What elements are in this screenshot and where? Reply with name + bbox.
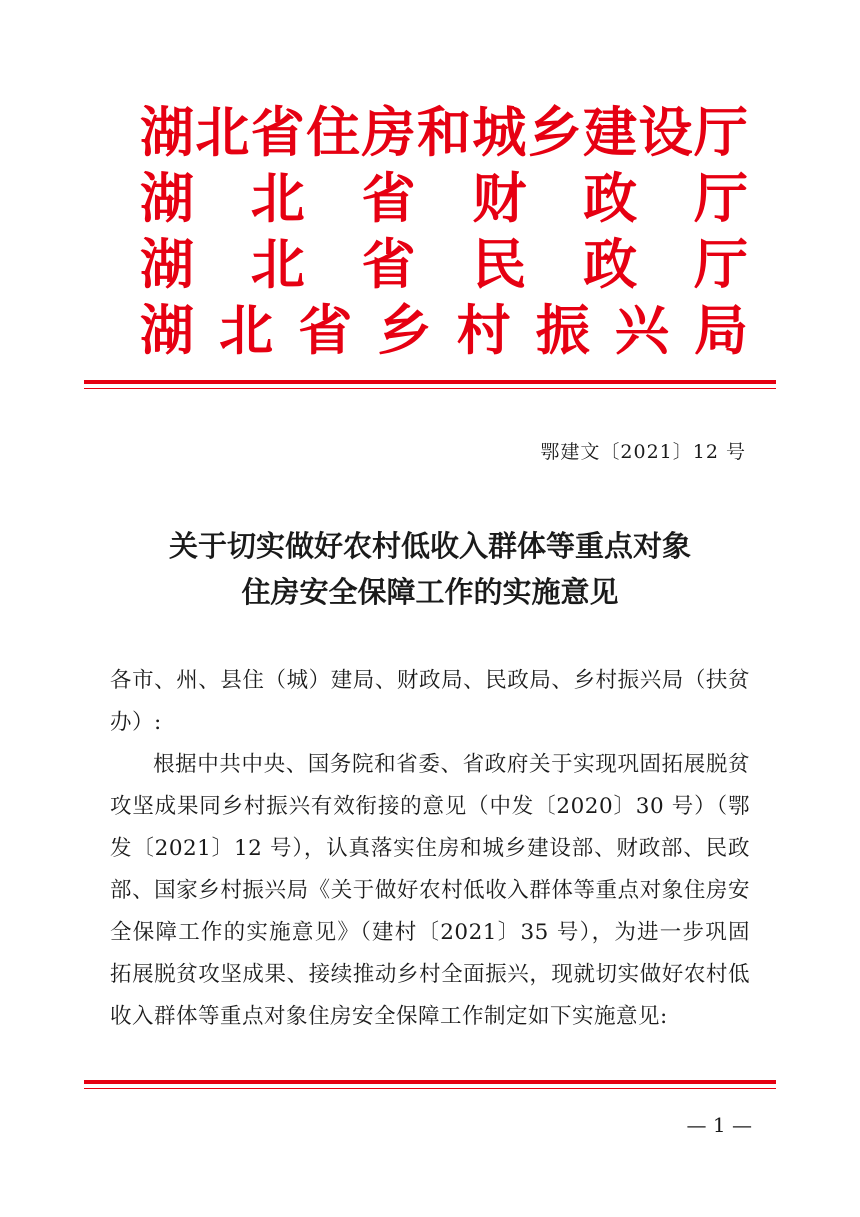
issuer-char: 湖 xyxy=(140,167,194,230)
issuer-char: 住 xyxy=(306,101,361,164)
issuer-char: 乡 xyxy=(527,101,582,164)
issuer-char: 省 xyxy=(298,299,353,362)
page-number: — 1 — xyxy=(686,1113,752,1137)
issuer-char: 建 xyxy=(583,101,638,164)
issuer-char: 厅 xyxy=(693,101,748,164)
issuer-char: 北 xyxy=(219,299,274,362)
issuer-char: 和 xyxy=(416,101,471,164)
issuer-char: 北 xyxy=(250,233,305,296)
issuer-char: 湖 xyxy=(140,233,194,296)
issuer-char: 乡 xyxy=(377,299,432,362)
issuer-char: 政 xyxy=(583,233,638,296)
issuer-char: 财 xyxy=(472,167,527,230)
issuer-char: 城 xyxy=(472,101,527,164)
issuer-char: 振 xyxy=(535,299,590,362)
issuer-char: 省 xyxy=(361,233,416,296)
body-paragraph-1: 根据中共中央、国务院和省委、省政府关于实现巩固拓展脱贫攻坚成果同乡村振兴有效衔接的意见（中发〔2020〕30 号）（鄂发〔2021〕12 号），认真落实住房和城乡建设部、财政部、民政部、国家乡村振兴局《关于做好农村低收入群体等重点对象住房安全保障工作的实施意见》（建村〔2021〕35 号），为进一步巩固拓展脱贫攻坚成果、接续推动乡村全面振兴，现就切实做好农村低收入群体等重点对象住房安全保障工作制定如下实施意见: xyxy=(110,752,750,1029)
issuer-char: 湖 xyxy=(140,101,194,164)
document-title xyxy=(84,523,776,615)
header-red-rule-thin xyxy=(84,388,776,389)
issuer-line xyxy=(140,100,748,166)
title-line-2: 住房安全保障工作的实施意见 xyxy=(241,575,619,609)
issuer-char: 民 xyxy=(472,233,527,296)
issuer-line xyxy=(140,298,748,364)
issuer-char: 省 xyxy=(361,167,416,230)
issuer-char: 村 xyxy=(456,299,511,362)
document-number: 鄂建文〔2021〕12 号 xyxy=(540,441,746,463)
footer-red-rule-thin xyxy=(84,1088,776,1089)
issuer-char: 兴 xyxy=(614,299,669,362)
footer-red-rule-thick xyxy=(84,1080,776,1084)
issuer-char: 设 xyxy=(638,101,693,164)
issuer-char: 湖 xyxy=(140,299,194,362)
issuer-char: 北 xyxy=(250,167,305,230)
issuer-char: 厅 xyxy=(693,233,748,296)
issuer-char: 厅 xyxy=(693,167,748,230)
issuer-char: 省 xyxy=(250,101,305,164)
header-red-rule-thick xyxy=(84,380,776,384)
issuer-line xyxy=(140,232,748,298)
title-line-1: 关于切实做好农村低收入群体等重点对象 xyxy=(168,529,691,563)
issuer-line xyxy=(140,166,748,232)
issuer-char: 北 xyxy=(195,101,250,164)
issuer-char: 政 xyxy=(583,167,638,230)
issuer-char: 局 xyxy=(693,299,748,362)
issuing-authorities xyxy=(140,100,748,364)
document-body xyxy=(110,660,750,1038)
recipients-paragraph: 各市、州、县住（城）建局、财政局、民政局、乡村振兴局（扶贫办）: xyxy=(110,668,750,735)
issuer-char: 房 xyxy=(361,101,416,164)
